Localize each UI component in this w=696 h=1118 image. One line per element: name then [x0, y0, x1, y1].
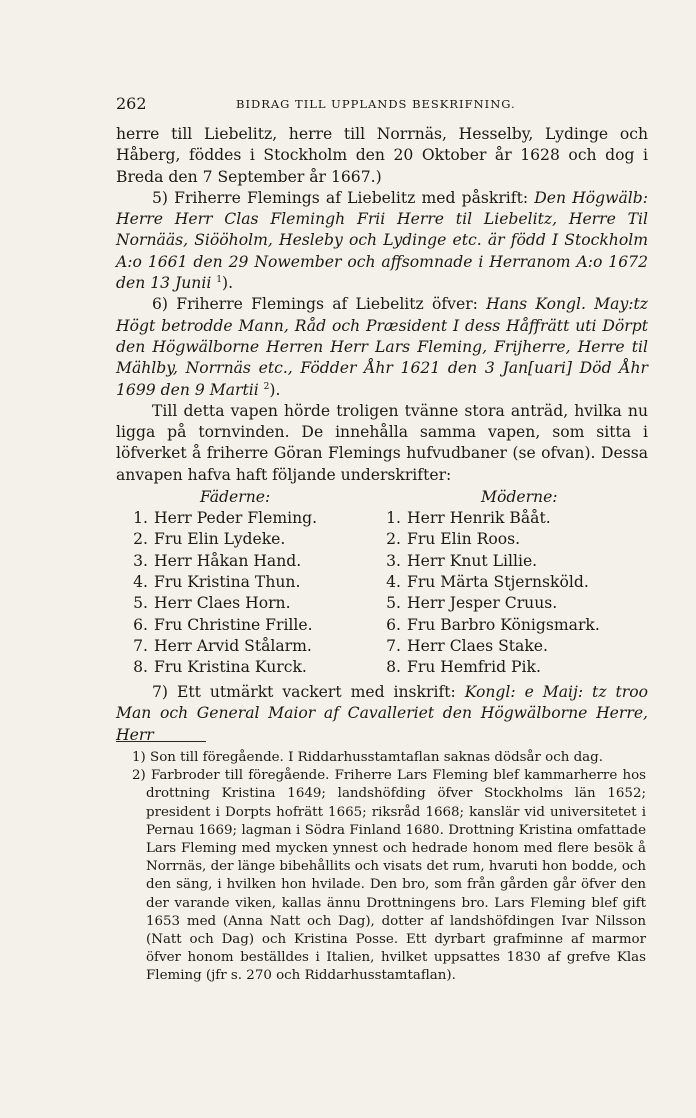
- paternal-list: [116, 508, 376, 678]
- maternal-entry-name: Fru Barbro Königsmark.: [407, 615, 600, 634]
- page-header: [116, 94, 646, 114]
- paternal-entry: [116, 593, 376, 614]
- paragraph-7-inscription: Kongl: e Maij: tz troo Man och General Maior af Cavalleriet den Högwälborne Herre, Herr: [116, 683, 648, 744]
- maternal-entry-number: 7.: [386, 636, 401, 655]
- paternal-entry-name: Fru Kristina Kurck.: [154, 658, 307, 677]
- footnote: [132, 767, 646, 985]
- paternal-entry-number: 2.: [133, 530, 148, 549]
- paternal-entry-name: Herr Arvid Stålarm.: [154, 636, 312, 655]
- main-text: [116, 124, 648, 746]
- maternal-column: [371, 487, 631, 678]
- paternal-entry-number: 8.: [133, 658, 148, 677]
- paternal-entry: [116, 529, 376, 550]
- maternal-entry-name: Herr Henrik Bååt.: [407, 509, 551, 528]
- footnote-mark: 1): [132, 750, 146, 765]
- maternal-entry: [371, 636, 631, 657]
- paternal-column: [116, 487, 376, 678]
- paternal-entry-name: Fru Elin Lydeke.: [154, 530, 286, 549]
- maternal-list: [371, 508, 631, 678]
- paragraph-6-end: ).: [269, 380, 281, 399]
- maternal-entry-number: 3.: [386, 551, 401, 570]
- page-number: 262: [116, 94, 147, 113]
- maternal-entry-name: Herr Jesper Cruus.: [407, 594, 558, 613]
- footnote-text: Farbroder till föregående. Friherre Lars Fleming blef kammarherre hos drottning Kristina 1649; landshöfding öfver Stockholms län 1652; president i Dorpts hofrätt 1665; riksråd 1668; kanslär vid universitetet i Pernau 1669; lagman i Södra Finland 1680. Drottning Kristina omfattade Lars Fleming med mycken ynnest och hedrade honom med flere besök å Norrnäs, der länge bibehållits och visats det rum, hvaruti hon bodde, och den säng, i hvilken hon hvilade. Den bro, som från gården går öfver den der varande viken, kallas ännu Drottningens bro. Lars Fleming blef gift 1653 med (Anna Natt och Dag), dotter af landshöfdingen Ivar Nilsson (Natt och Dag) och Kristina Posse. Ett dyrbart grafminne af marmor öfver honom beställdes i Italien, hvilket uppsattes 1830 af grefve Klas Fleming (jfr s. 270 och Riddarhusstamtaflan).: [146, 768, 646, 984]
- footnote-ref-2: 2: [263, 381, 270, 392]
- paragraph-5-inscription: Den Högwälb: Herre Herr Clas Flemingh Frii Herre til Liebelitz, Herre Til Nornääs, Siööholm, Hesleby och Lydinge etc. är född I Stockholm A:o 1661 den 29 Nowember och affsomnade i Herranom A:o 1672 den 13 Junii: [116, 188, 648, 293]
- maternal-entry-number: 5.: [386, 594, 401, 613]
- paragraph-6-intro: 6) Friherre Flemings af Liebelitz öfver:: [152, 295, 478, 314]
- paragraph-continuation: herre till Liebelitz, herre till Norrnäs, Hesselby, Lydinge och Håberg, föddes i Stockholm den 20 Oktober år 1628 och dog i Breda den 7 September år 1667.): [116, 125, 648, 186]
- paternal-entry-number: 1.: [133, 509, 148, 528]
- paragraph-6: [116, 294, 648, 400]
- maternal-entry: [371, 615, 631, 636]
- paternal-entry: [116, 657, 376, 678]
- footnote-text: Son till föregående. I Riddarhusstamtaflan saknas dödsår och dag.: [150, 750, 603, 765]
- paternal-entry: [116, 508, 376, 529]
- footnote-divider: [116, 741, 206, 742]
- maternal-entry-name: Herr Claes Stake.: [407, 636, 548, 655]
- paternal-entry: [116, 551, 376, 572]
- paragraph-7-intro: 7) Ett utmärkt vackert med inskrift:: [152, 683, 456, 702]
- footnote-mark: 2): [132, 768, 146, 784]
- maternal-entry: [371, 572, 631, 593]
- maternal-entry: [371, 657, 631, 678]
- footnotes: [132, 749, 646, 986]
- paternal-entry-number: 6.: [133, 615, 148, 634]
- paragraph-vapen: Till detta vapen hörde troligen tvänne stora anträd, hvilka nu ligga på tornvinden. De innehålla samma vapen, som sitta i löfverket å friherre Göran Flemings hufvudbaner (se ofvan). Dessa anvapen hafva haft följande underskrifter:: [116, 401, 648, 484]
- paternal-entry-number: 7.: [133, 636, 148, 655]
- paternal-entry: [116, 615, 376, 636]
- paternal-entry-number: 3.: [133, 551, 148, 570]
- maternal-entry: [371, 551, 631, 572]
- paragraph-5-intro: 5) Friherre Flemings af Liebelitz med påskrift:: [152, 188, 529, 207]
- maternal-entry-number: 6.: [386, 615, 401, 634]
- paternal-entry-name: Herr Håkan Hand.: [154, 551, 302, 570]
- maternal-entry-number: 1.: [386, 509, 401, 528]
- maternal-entry-number: 4.: [386, 572, 401, 591]
- paternal-entry-name: Herr Claes Horn.: [154, 594, 291, 613]
- paragraph-7: [116, 682, 648, 746]
- paternal-entry-number: 4.: [133, 572, 148, 591]
- paragraph-5: [116, 188, 648, 294]
- paternal-heading: Fäderne:: [200, 488, 271, 507]
- maternal-entry-name: Fru Elin Roos.: [407, 530, 521, 549]
- paternal-entry-name: Fru Kristina Thun.: [154, 572, 301, 591]
- maternal-entry-number: 8.: [386, 658, 401, 677]
- lineage-columns: [116, 487, 648, 682]
- maternal-entry-name: Herr Knut Lillie.: [407, 551, 538, 570]
- running-title: BIDRAG TILL UPPLANDS BESKRIFNING.: [236, 97, 516, 111]
- maternal-entry-name: Fru Märta Stjernsköld.: [407, 572, 589, 591]
- paternal-entry: [116, 572, 376, 593]
- paragraph-6-inscription: Hans Kongl. May:tz Högt betrodde Mann, Råd och Præsident I dess Håffrätt uti Dörpt den Högwälborne Herren Herr Lars Fleming, Frijherre, Herre til Mählby, Norrnäs etc., Födder Åhr 1621 den 3 Jan[uari] Död Åhr 1699 den 9 Martii: [116, 295, 648, 399]
- maternal-heading: Möderne:: [481, 488, 558, 507]
- footnote-ref-1: 1: [216, 274, 223, 285]
- paternal-entry-name: Fru Christine Frille.: [154, 615, 313, 634]
- maternal-entry-number: 2.: [386, 530, 401, 549]
- paternal-entry-name: Herr Peder Fleming.: [154, 509, 318, 528]
- paragraph-5-end: ).: [222, 274, 234, 293]
- maternal-entry-name: Fru Hemfrid Pik.: [407, 658, 541, 677]
- maternal-entry: [371, 529, 631, 550]
- paternal-entry-number: 5.: [133, 594, 148, 613]
- maternal-entry: [371, 508, 631, 529]
- maternal-entry: [371, 593, 631, 614]
- footnote: [132, 749, 646, 767]
- paternal-entry: [116, 636, 376, 657]
